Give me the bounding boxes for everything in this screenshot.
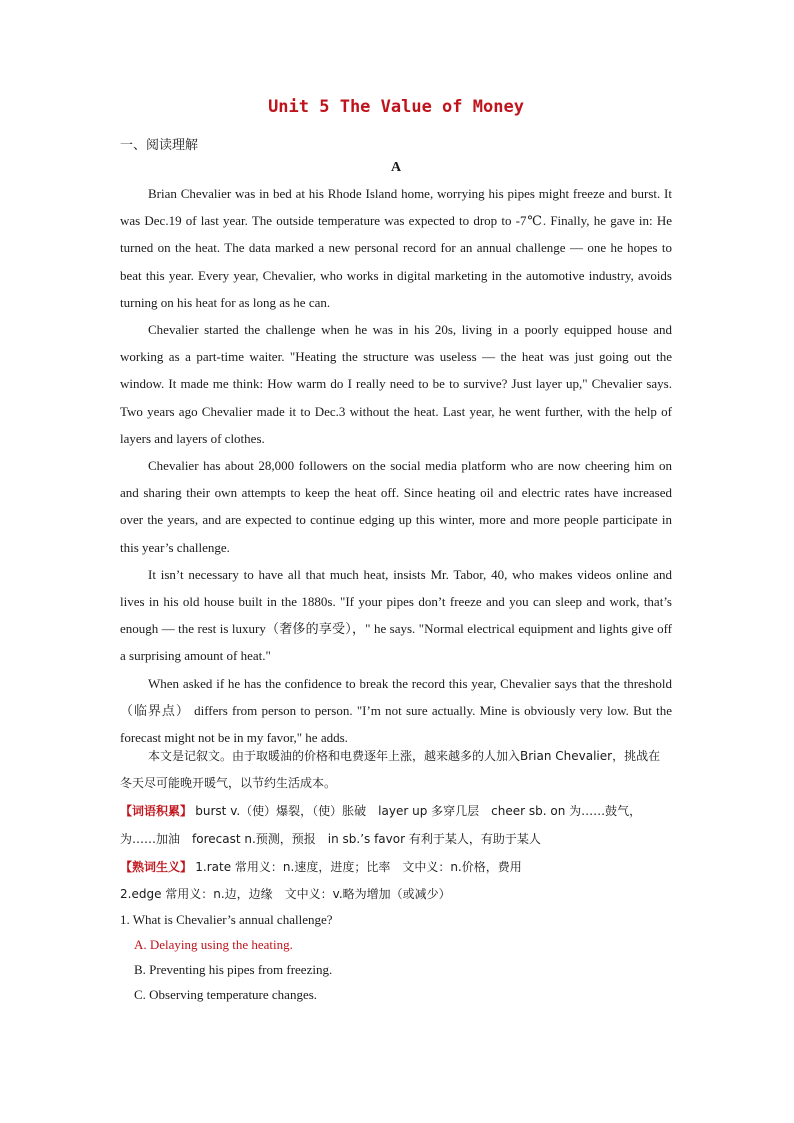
polysemy-line-1: 1.rate 常用义：n.速度，进度；比率 文中义：n.价格，费用 [195,860,522,874]
paragraph-5: When asked if he has the confidence to break the record this year, Chevalier says that the threshold（临界点） differs from person to person. "I’m not sure actually. Mine is obviously very low. But the forecast might not be in my favor," he adds. [120,675,672,746]
paragraph-3: Chevalier has about 28,000 followers on the social media platform who are now cheering him on and sharing their own attempts to keep the heat off. Since heating oil and electric rates have increased over the years, and are expected to continue edging up this winter, more and more people participate in this year’s challenge. [120,458,672,555]
option-a: A. Delaying using the heating. [134,937,293,952]
passage-label: A [390,160,402,175]
vocab-note [120,797,672,853]
question-stem: 1. What is Chevalier’s annual challenge? [120,912,333,927]
notes-section [120,743,672,908]
polysemy-note [120,853,672,881]
paragraph-4: It isn’t necessary to have all that much heat, insists Mr. Tabor, 40, who makes videos online and lives in his old house built in the 1880s. "If your pipes don’t freeze and you can sleep and work, that’s enough — the rest is luxury（奢侈的享受），" he says. "Normal electrical equipment and lights give off a surprising amount of heat." [120,566,672,664]
polysemy-line-2: 2.edge 常用义：n.边，边缘 文中义：v.略为增加（或减少） [120,887,451,901]
vocab-text: burst v.（使）爆裂，（使）胀破 layer up 多穿几层 cheer sb. on 为……鼓气，为……加油 forecast n.预测，预报 in sb.’s favor 有利于某人，有助于某人 [120,804,642,846]
summary-text: 本文是记叙文。由于取暖油的价格和电费逐年上涨，越来越多的人加入Brian Chevalier，挑战在冬天尽可能晚开暖气，以节约生活成本。 [120,749,661,790]
paragraph-2: Chevalier started the challenge when he was in his 20s, living in a poorly equipped house and working as a part-time waiter. "Heating the structure was useless — the heat was just going out the window. It made me think: How warm do I really need to be to survive? Just layer up," Chevalier says. Two years ago Chevalier made it to Dec.3 without the heat. Last year, he went further, with the help of layers and layers of clothes. [120,322,672,446]
polysemy-tag: 【熟词生义】 [120,860,193,874]
option-c: C. Observing temperature changes. [134,987,318,1002]
vocab-tag: 【词语积累】 [120,804,193,818]
section-heading: 一、阅读理解 [120,138,199,153]
question-1 [120,907,672,1007]
paragraph-1: Brian Chevalier was in bed at his Rhode Island home, worrying his pipes might freeze and burst. It was Dec.19 of last year. The outside temperature was expected to drop to -7℃. Finally, he gave in: He turned on the heat. The data marked a new personal record for an annual challenge — one he hopes to beat this year. Every year, Chevalier, who works in digital marketing in the automotive industry, avoids turning on his heat for as long as he can. [120,186,672,310]
page-title: Unit 5 The Value of Money [268,97,524,117]
option-b: B. Preventing his pipes from freezing. [134,962,333,977]
passage-body [120,180,672,751]
